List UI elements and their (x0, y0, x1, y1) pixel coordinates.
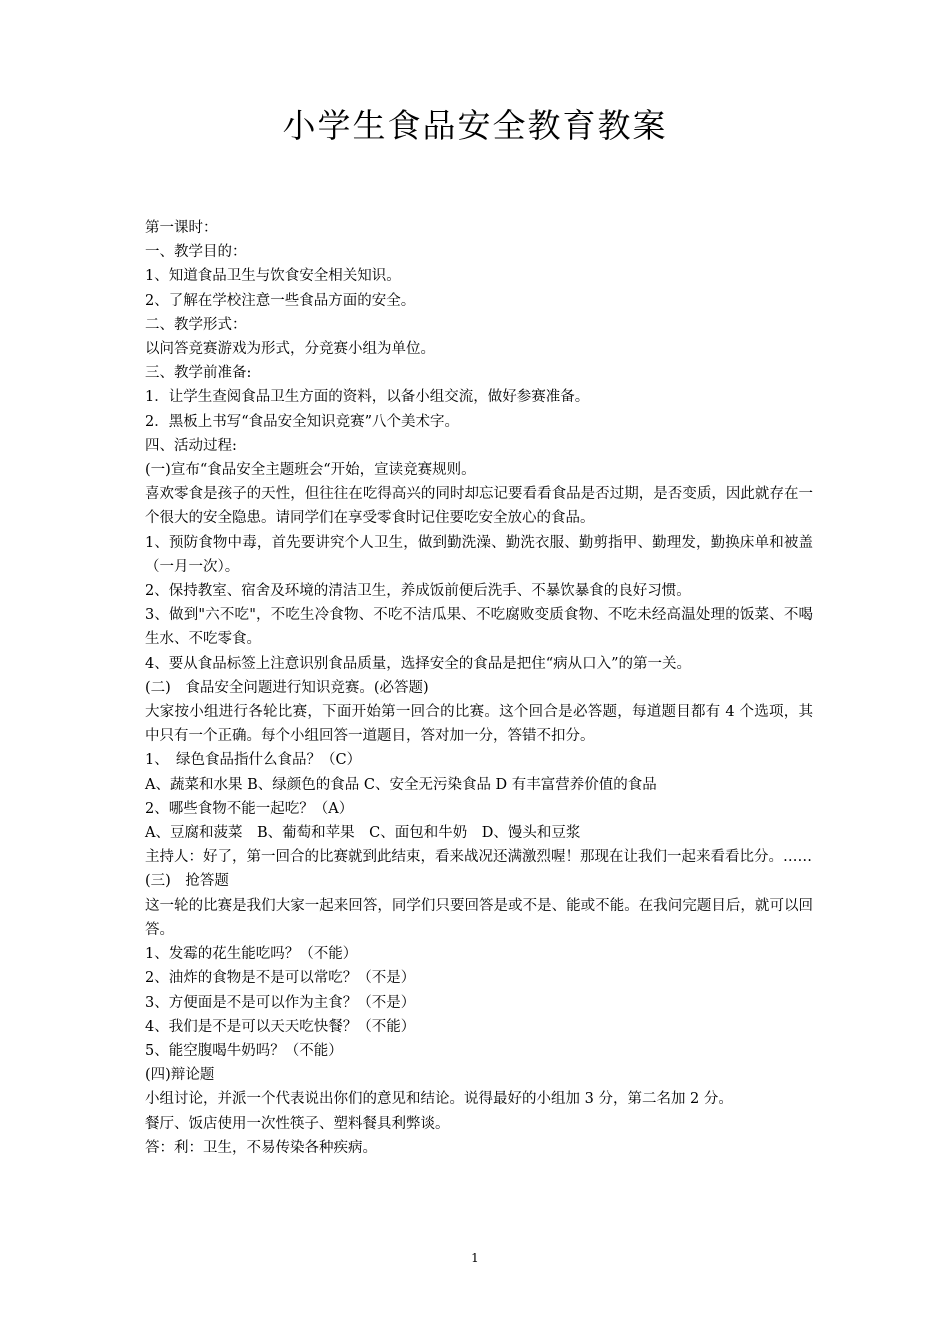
page-number: 1 (471, 1251, 479, 1265)
paragraph: 5、能空腹喝牛奶吗？（不能） (145, 1042, 343, 1059)
paragraph: 1、知道食品卫生与饮食安全相关知识。 (145, 268, 401, 285)
paragraph: 小组讨论，并派一个代表说出你们的意见和结论。说得最好的小组加 3 分，第二名加 2 分。 (145, 1091, 733, 1108)
paragraph: 1、 绿色食品指什么食品？（C） (145, 752, 362, 769)
paragraph: 2、保持教室、宿舍及环境的清洁卫生，养成饭前便后洗手、不暴饮暴食的良好习惯。 (145, 583, 691, 600)
paragraph: 二、教学形式： (145, 316, 247, 333)
paragraph: 这一轮的比赛是我们大家一起来回答，同学们只要回答是或不是、能或不能。在我问完题目后，就可以回答。 (145, 897, 813, 938)
paragraph: (一)宣布“食品安全主题班会“开始，宣读竞赛规则。 (145, 462, 476, 479)
paragraph: (二) 食品安全问题进行知识竞赛。(必答题) (145, 679, 429, 696)
paragraph: 一、教学目的： (145, 244, 247, 261)
paragraph: (四)辩论题 (145, 1067, 215, 1084)
document-title: 小学生食品安全教育教案 (282, 106, 668, 145)
paragraph: 2、了解在学校注意一些食品方面的安全。 (145, 292, 416, 309)
paragraph: A、豆腐和菠菜 B、葡萄和苹果 C、面包和牛奶 D、馒头和豆浆 (145, 825, 581, 842)
paragraph: 餐厅、饭店使用一次性筷子、塑料餐具利弊谈。 (145, 1115, 450, 1132)
paragraph: 以问答竞赛游戏为形式，分竞赛小组为单位。 (145, 341, 435, 358)
document-body (145, 216, 813, 1160)
paragraph: 答：利：卫生，不易传染各种疾病。 (145, 1139, 377, 1156)
paragraph: 大家按小组进行各轮比赛，下面开始第一回合的比赛。这个回合是必答题，每道题目都有 4 个选项，其中只有一个正确。每个小组回答一道题目，答对加一分，答错不扣分。 (145, 704, 813, 745)
paragraph: 3、方便面是不是可以作为主食？（不是） (145, 994, 416, 1011)
paragraph: 1．让学生查阅食品卫生方面的资料，以备小组交流，做好参赛准备。 (145, 389, 590, 406)
paragraph: 喜欢零食是孩子的天性，但往往在吃得高兴的同时却忘记要看看食品是否过期，是否变质，因此就存在一个很大的安全隐患。请同学们在享受零食时记住要吃安全放心的食品。 (145, 486, 813, 527)
paragraph: 1、预防食物中毒，首先要讲究个人卫生，做到勤洗澡、勤洗衣服、勤剪指甲、勤理发，勤换床单和被盖（一月一次）。 (145, 534, 813, 575)
paragraph: A、蔬菜和水果 B、绿颜色的食品 C、安全无污染食品 D 有丰富营养价值的食品 (145, 776, 657, 793)
paragraph: 四、活动过程: (145, 437, 237, 454)
paragraph: 三、教学前准备: (145, 365, 252, 382)
paragraph: 2、油炸的食物是不是可以常吃？（不是） (145, 970, 416, 987)
paragraph: 第一课时： (145, 220, 218, 236)
paragraph: (三) 抢答题 (145, 873, 229, 890)
paragraph: 4、要从食品标签上注意识别食品质量，选择安全的食品是把住“病从口入”的第一关。 (145, 655, 692, 672)
paragraph: 主持人：好了，第一回合的比赛就到此结束，看来战况还满激烈喔！那现在让我们一起来看看比分。…… (145, 849, 812, 866)
paragraph: 1、发霉的花生能吃吗？（不能） (145, 946, 358, 963)
paragraph: 3、做到"六不吃"，不吃生冷食物、不吃不洁瓜果、不吃腐败变质食物、不吃未经高温处理的饭菜、不喝生水、不吃零食。 (145, 607, 813, 648)
paragraph: 2．黑板上书写“食品安全知识竞赛”八个美术字。 (145, 413, 460, 430)
paragraph: 4、我们是不是可以天天吃快餐？（不能） (145, 1018, 416, 1035)
paragraph: 2、哪些食物不能一起吃？（A） (145, 800, 354, 817)
